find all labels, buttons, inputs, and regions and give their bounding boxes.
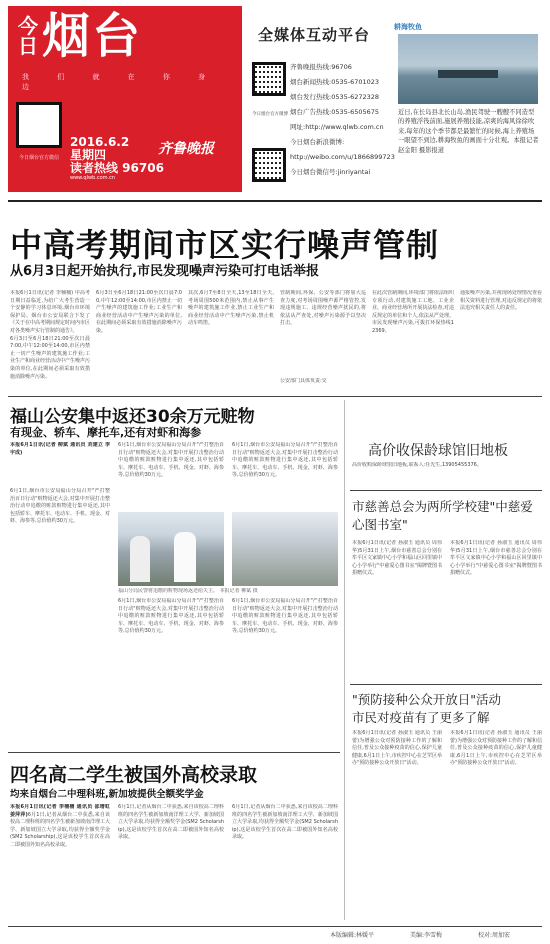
story3-body: 6月1日,记者从烟台二中获悉,来自该校高二理科班的四名学生被新加坡南洋理工大学、新加坡国立大学录取,均获得全额奖学金(SM2 Scholarship),这是该校学生首次在高二即被国外知名高校录取。	[10, 811, 110, 848]
divider	[350, 490, 542, 491]
story2-byline: 本报6月1日讯(记者 柳斌 通讯员 刘建立 李宇成)	[10, 442, 110, 456]
footer-editor: 本版编辑:林媛平	[330, 932, 375, 939]
divider	[8, 200, 542, 202]
media-panel-title: 全媒体互动平台	[258, 26, 371, 44]
story2-text: 6月1日,烟台市公安局福山分局召开"严打整治百日行动"赃物返还大会,对集中开展打击整治行动中追缴的赃款赃物进行集中返还,其中包括轿车、摩托车、电动车、手机、现金、对虾、海参等,总价值约30万元。	[10, 488, 110, 525]
story-column: 通报噪声污染,并视现场处理情况查看相关资料进行管理,对违反规定的将依法追究相关责任人的责任。	[460, 290, 542, 312]
story2-photo	[118, 512, 224, 586]
side2-text: 本报6月1日讯(记者 孙淑玉 通讯员 周伟华)5月31日上午,烟台市慈善总会分别在牟平区文家镇中心小学和福山区回里镇中心小学举行"中慈爱心图书室"揭牌暨图书捐赠仪式。	[352, 540, 442, 577]
media-line: 今日烟台微信号:jinriyantai	[290, 168, 371, 176]
side1-headline: 高价收保龄球馆旧地板	[368, 443, 508, 459]
story2-subhead: 有现金、轿车、摩托车,还有对虾和海参	[10, 426, 202, 439]
brand-logo: 齐鲁晚报	[158, 141, 214, 157]
issue-date: 2016.6.2	[70, 135, 130, 149]
newspaper-logo	[18, 10, 142, 62]
footer-designer: 美编:李雪梅	[410, 932, 443, 939]
story2-text: 6月1日,烟台市公安局福山分局召开"严打整治百日行动"赃物返还大会,对集中开展打击整治行动中追缴的赃款赃物进行集中返还,其中包括轿车、摩托车、电动车、手机、现金、对虾、海参等,总价值约30万元。	[118, 442, 224, 479]
fishing-photo	[398, 34, 538, 104]
story3-text: 6月1日,记者从烟台二中获悉,来自该校高二理科班的四名学生被新加坡南洋理工大学、新加坡国立大学录取,均获得全额奖学金(SM2 Scholarship),这是该校学生首次在高二即被国外知名高校录取。	[232, 804, 338, 841]
story2-text: 6月1日,烟台市公安局福山分局召开"严打整治百日行动"赃物返还大会,对集中开展打击整治行动中追缴的赃款赃物进行集中返还,其中包括轿车、摩托车、电动车、手机、现金、对虾、海参等,总价值约30万元。	[232, 598, 338, 635]
issue-weekday: 星期四	[70, 148, 107, 162]
side1-text: 高价收购保龄球馆旧地板,联系人:任先生,13905455376。	[352, 462, 482, 468]
media-link[interactable]: 网址:http://www.qlwb.com.cn	[290, 123, 384, 131]
photo-title: 耕海牧鱼	[394, 23, 422, 31]
main-subhead: 从6月3日起开始执行,市民发现噪声污染可打电话举报	[10, 264, 320, 279]
story-column: 管制期间,环保、公安等部门将加大巡查力度,对考场周围噪声源严格管控,发现违规施工、违规经营噪声扰民的,将依法从严查处,对噪声污染源予以坚决打击。	[280, 290, 366, 327]
divider	[350, 684, 542, 685]
divider	[8, 926, 542, 927]
story-column: 其次,6月7至8日全天,13至18日全天,考场周围500米范围内,禁止从事产生噪声的建筑施工作业,禁止工业生产和商业经营活动中产生噪声污染,禁止机动车鸣笛。	[188, 290, 274, 327]
media-line: 烟台新闻热线:0535-6701023	[290, 78, 380, 86]
divider	[8, 396, 542, 397]
story3-text	[10, 804, 110, 922]
story2-text: 6月1日,烟台市公安局福山分局召开"严打整治百日行动"赃物返还大会,对集中开展打击整治行动中追缴的赃款赃物进行集中返还,其中包括轿车、摩托车、电动车、手机、现金、对虾、海参等,总价值约30万元。	[118, 598, 224, 635]
page-footer	[0, 928, 550, 944]
story-column	[10, 290, 90, 390]
side3-text: 本报6月1日讯(记者 孙淑玉 通讯员 王丽蕾)为增强公众对预防接种工作的了解和信任,普及公众接种疫苗的信心,保护儿童健康,6月1日上午,市疾控中心在芝罘区举办"预防接种公众开放日"活动。	[450, 730, 542, 767]
story-column: 在此次管制期间,环境部门将依法组织专项行动,对建筑施工工地、工业企业、商业经营场所开展执法检查,对违反规定的单位和个人,依法从严处理。市民发现噪声污染,可拨打环保热线12369。	[372, 290, 454, 334]
story3-headline: 四名高二学生被国外高校录取	[10, 764, 258, 786]
divider	[8, 752, 340, 753]
story2-headline: 福山公安集中返还30余万元赃物	[10, 407, 255, 427]
story2-photo	[232, 512, 338, 586]
logo-text: 烟台	[42, 8, 143, 64]
story-column: 6月3日至6月18日21:00至次日晨7:00,中午12:00至14:00,市区内禁止一切产生噪声的建筑施工作业;工业生产和商业经营活动中产生噪声污染的单位,在此期间必须采取有效措施消除噪声污染。	[96, 290, 182, 334]
side3-text: 本报6月1日讯(记者 孙淑玉 通讯员 王丽蕾)为增强公众对预防接种工作的了解和信任,普及公众接种疫苗的信心,保护儿童健康,6月1日上午,市疾控中心在芝罘区举办"预防接种公众开放日"活动。	[352, 730, 442, 767]
photo-caption-text: 近日,在长岛县北长山岛,渔民驾驶一艘艘不同造型的养殖浮筏前面,施展养殖技能,凉爽的海风徐徐吹来,每年的这个季节都是最繁忙的时候,海上养殖场一眼望不到边,耕海牧鱼的画面十分壮观。本报记者 赵金阳 摄影报道	[398, 109, 539, 154]
website[interactable]: www.qlwb.com.cn	[70, 175, 115, 181]
column-rule	[344, 400, 345, 920]
media-line: 今日烟台新浪微博:	[290, 138, 345, 146]
story3-byline: 本报6月1日讯(记者 李楠楠 通讯员 邵增虹 姜萍萍)	[10, 804, 110, 818]
photo-caption: 福山分局民警将追缴的赃物现场返还给失主。 本报记者 柳斌 摄	[118, 588, 258, 594]
media-line: 烟台广告热线:0535-6505675	[290, 108, 380, 116]
weibo-qr-code[interactable]	[252, 62, 286, 96]
side3-subhead: 市民对疫苗有了更多了解	[352, 710, 490, 725]
story3-subhead: 均来自烟台二中理科班,新加坡提供全额奖学金	[10, 789, 204, 800]
story-text: 6月3日至6月18日21:00至次日晨7:00,中午12:00至14:00,市区内禁止一切产生噪声的建筑施工作业;工业生产和商业经营活动中产生噪声污染的单位,在此期间必须采取有效措施消除噪声污染。	[10, 335, 90, 380]
footer-proof: 校对:周加宏	[478, 932, 511, 939]
logo-small-text: 今日	[18, 14, 38, 58]
weibo-qr-caption: 今日烟台官方微博	[252, 112, 288, 117]
side2-text: 本报6月1日讯(记者 孙淑玉 通讯员 周伟华)5月31日上午,烟台市慈善总会分别在牟平区文家镇中心小学和福山区回里镇中心小学举行"中慈爱心图书室"揭牌暨图书捐赠仪式。	[450, 540, 542, 577]
qr-caption: 今日烟台官方微信	[18, 155, 59, 161]
media-line: 齐鲁晚报热线:96706	[290, 63, 352, 71]
media-line: 烟台发行热线:0535-6272328	[290, 93, 380, 101]
story3-text: 6月1日,记者从烟台二中获悉,来自该校高二理科班的四名学生被新加坡南洋理工大学、新加坡国立大学录取,均获得全额奖学金(SM2 Scholarship),这是该校学生首次在高二即被国外知名高校录取。	[118, 804, 224, 841]
masthead	[8, 6, 242, 192]
reader-hotline: 读者热线 96706	[70, 161, 164, 175]
main-headline: 中高考期间市区实行噪声管制	[10, 226, 440, 264]
story-byline: 本报6月1日讯(记者 李楠楠) 中高考日期日益临近,为给广大考生营造一个安静的学习休息环境,烟台市环境保护局、烟台市公安局联合下发了《关于在中高考期间规定时间内市区对各类噪声实行管制的通告》。	[10, 290, 90, 334]
issue-date-box	[70, 136, 164, 181]
app-qr-code[interactable]	[252, 148, 286, 182]
side3-headline: "预防接种公众开放日"活动	[352, 692, 501, 707]
media-link[interactable]: http://weibo.com/u/1866899723	[290, 153, 395, 161]
side2-headline: 市慈善总会为两所学校建"中慈爱心图书室"	[352, 499, 533, 532]
story-column-end: 公安部门具体负责:交	[280, 378, 327, 384]
wechat-qr-code[interactable]	[16, 102, 62, 148]
slogan: 我 们 就 在 你 身 边	[22, 73, 219, 91]
story2-text: 6月1日,烟台市公安局福山分局召开"严打整治百日行动"赃物返还大会,对集中开展打击整治行动中追缴的赃款赃物进行集中返还,其中包括轿车、摩托车、电动车、手机、现金、对虾、海参等,总价值约30万元。	[232, 442, 338, 479]
